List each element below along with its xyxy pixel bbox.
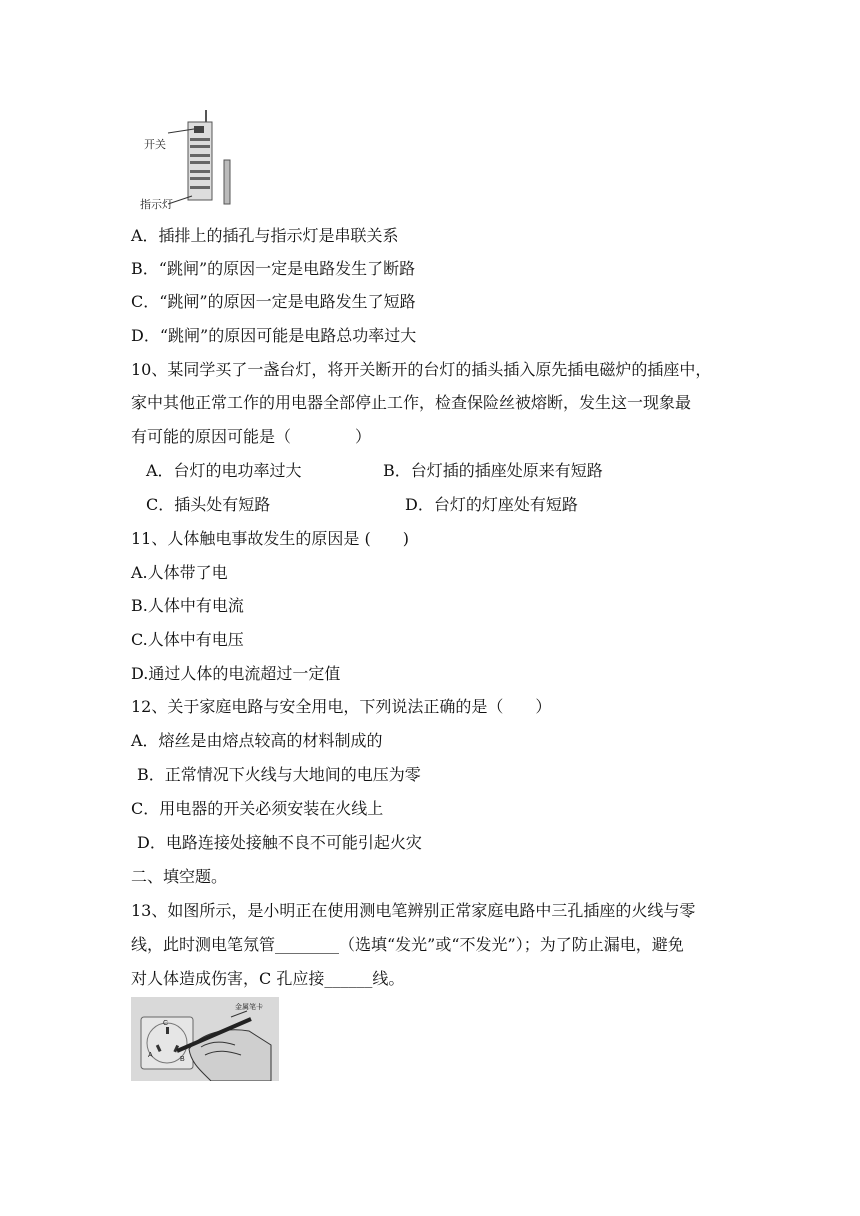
q11-stem: 11、人体触电事故发生的原因是 ( ) (131, 529, 409, 548)
q12-stem: 12、关于家庭电路与安全用电，下列说法正确的是（ ） (131, 697, 552, 716)
q13-line3: 对人体造成伤害，C 孔应接______线。 (131, 969, 405, 988)
q9-option-b: B．“跳闸”的原因一定是电路发生了断路 (131, 259, 416, 278)
q11-option-b: B.人体中有电流 (131, 596, 244, 615)
hole-b-label: B (180, 1056, 185, 1063)
q12-option-a: A．熔丝是由熔点较高的材料制成的 (131, 731, 383, 750)
q10-stem-line2: 家中其他正常工作的用电器全部停止工作，检查保险丝被熔断，发生这一现象最 (131, 393, 692, 412)
q13-line2: 线，此时测电笔氖管________（选填“发光”或“不发光”）；为了防止漏电，避免 (131, 935, 684, 954)
q10-option-a: A．台灯的电功率过大 (146, 461, 302, 480)
indicator-label: 指示灯 (140, 199, 173, 211)
q9-option-c: C．“跳闸”的原因一定是电路发生了短路 (131, 292, 416, 311)
section-title: 二、填空题。 (131, 867, 228, 886)
q10-option-b: B．台灯插的插座处原来有短路 (383, 461, 603, 480)
metal-tip-label: 金属笔卡 (235, 1004, 263, 1011)
test-pen-socket-figure (131, 997, 279, 1081)
q13-line1: 13、如图所示，是小明正在使用测电笔辨别正常家庭电路中三孔插座的火线与零 (131, 901, 696, 920)
q12-option-c: C．用电器的开关必须安装在火线上 (131, 799, 384, 818)
hole-a-label: A (148, 1052, 153, 1059)
q11-option-a: A.人体带了电 (131, 563, 228, 582)
hole-c-label: C (163, 1020, 169, 1027)
q10-stem-line1: 10、某同学买了一盏台灯，将开关断开的台灯的插头插入原先插电磁炉的插座中， (131, 360, 712, 379)
q10-option-d: D．台灯的灯座处有短路 (405, 495, 578, 514)
q11-option-c: C.人体中有电压 (131, 630, 244, 649)
q11-option-d: D.通过人体的电流超过一定值 (131, 664, 341, 683)
q9-option-a: A．插排上的插孔与指示灯是串联关系 (131, 226, 399, 245)
power-strip-figure (140, 108, 240, 212)
switch-label: 开关 (144, 139, 166, 151)
q12-option-d: D．电路连接处接触不良不可能引起火灾 (137, 833, 422, 852)
q10-stem-line3: 有可能的原因可能是（ ） (131, 427, 372, 446)
q12-option-b: B．正常情况下火线与大地间的电压为零 (137, 765, 421, 784)
q10-option-c: C．插头处有短路 (146, 495, 271, 514)
q9-option-d: D．“跳闸”的原因可能是电路总功率过大 (131, 326, 417, 345)
